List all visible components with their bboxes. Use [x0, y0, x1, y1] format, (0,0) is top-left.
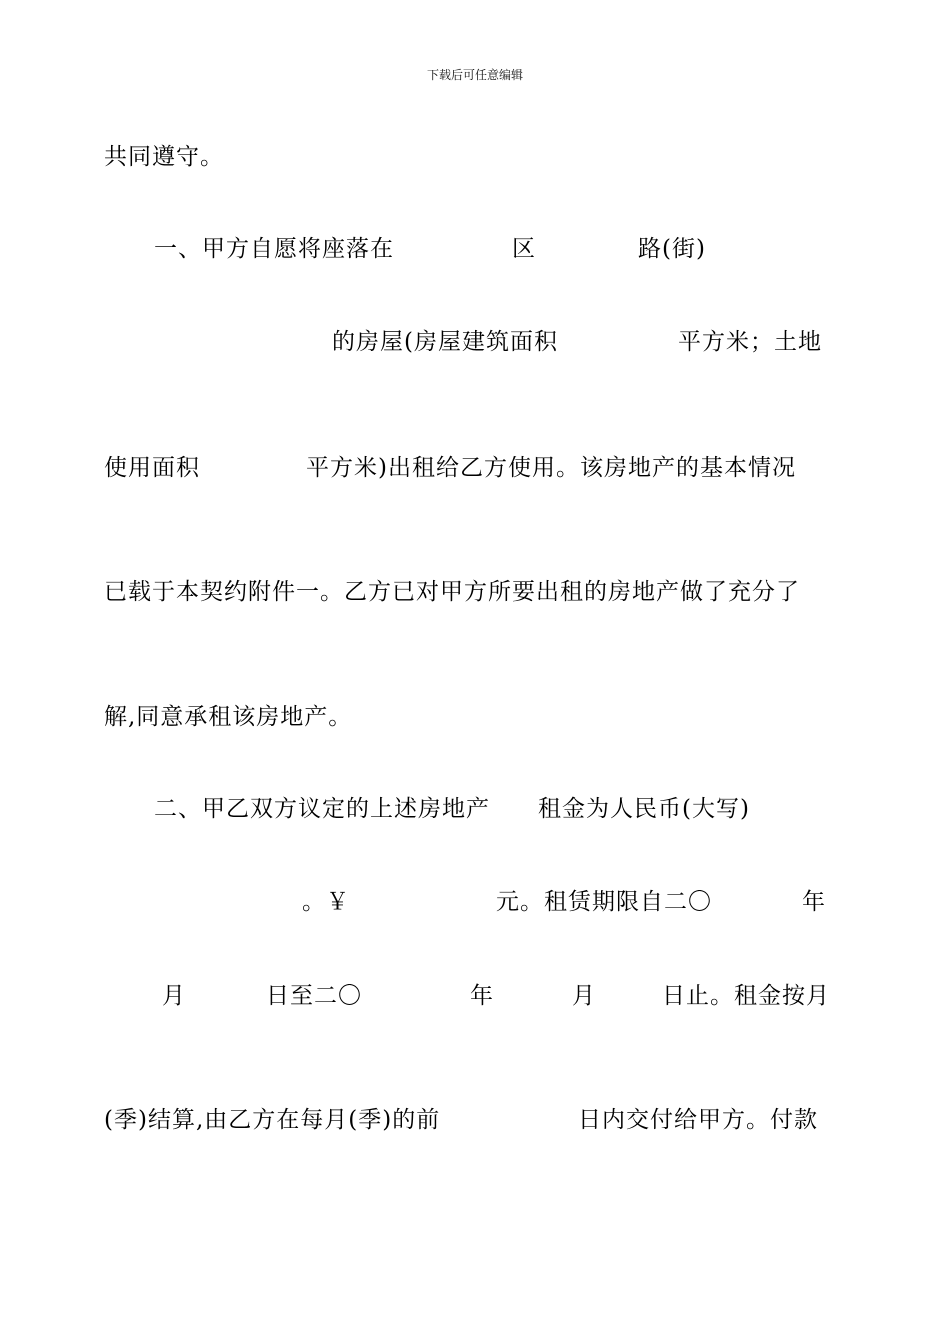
- text-segment: 平方米)出租给乙方使用。该房地产的基本情况: [306, 455, 796, 481]
- text-segment: 平方米；土地: [678, 329, 822, 355]
- text-segment: 已载于本契约附件一。乙方已对甲方所要出租的房地产做了充分了: [104, 579, 800, 605]
- text-segment: 日内交付给甲方。付款: [578, 1107, 818, 1133]
- text-segment: 日至二〇: [266, 983, 362, 1009]
- paragraph-line-8: [0, 883, 826, 917]
- text-segment: 一、甲方自愿将座落在: [154, 236, 394, 262]
- text-segment: 的房屋(房屋建筑面积: [332, 329, 558, 355]
- text-segment: 。￥: [302, 889, 350, 915]
- paragraph-line-4: [0, 449, 796, 483]
- paragraph-line-9: [0, 977, 830, 1011]
- text-segment: 二、甲乙双方议定的上述房地产: [154, 796, 490, 822]
- paragraph-line-5: [0, 573, 800, 607]
- text-segment: 共同遵守。: [104, 144, 224, 170]
- text-segment: 元。租赁期限自二〇: [496, 889, 712, 915]
- text-segment: 月: [162, 983, 186, 1009]
- text-segment: 月: [572, 983, 596, 1009]
- paragraph-line-1: [0, 138, 224, 172]
- paragraph-line-7: [0, 790, 750, 824]
- text-segment: 日止。租金按月: [662, 983, 830, 1009]
- paragraph-line-2: [0, 230, 706, 264]
- paragraph-line-3: [0, 323, 822, 357]
- page-header: 下载后可任意编辑: [426, 68, 523, 82]
- text-segment: 租金为人民币(大写): [538, 796, 750, 822]
- text-segment: 年: [802, 889, 826, 915]
- text-segment: 路(街): [638, 236, 706, 262]
- text-segment: 使用面积: [104, 455, 200, 481]
- text-segment: 年: [470, 983, 494, 1009]
- paragraph-line-10: [0, 1101, 818, 1135]
- text-segment: 解,同意承租该房地产。: [104, 704, 353, 730]
- text-segment: 区: [512, 236, 536, 262]
- paragraph-line-6: [0, 698, 353, 732]
- text-segment: (季)结算,由乙方在每月(季)的前: [104, 1107, 441, 1133]
